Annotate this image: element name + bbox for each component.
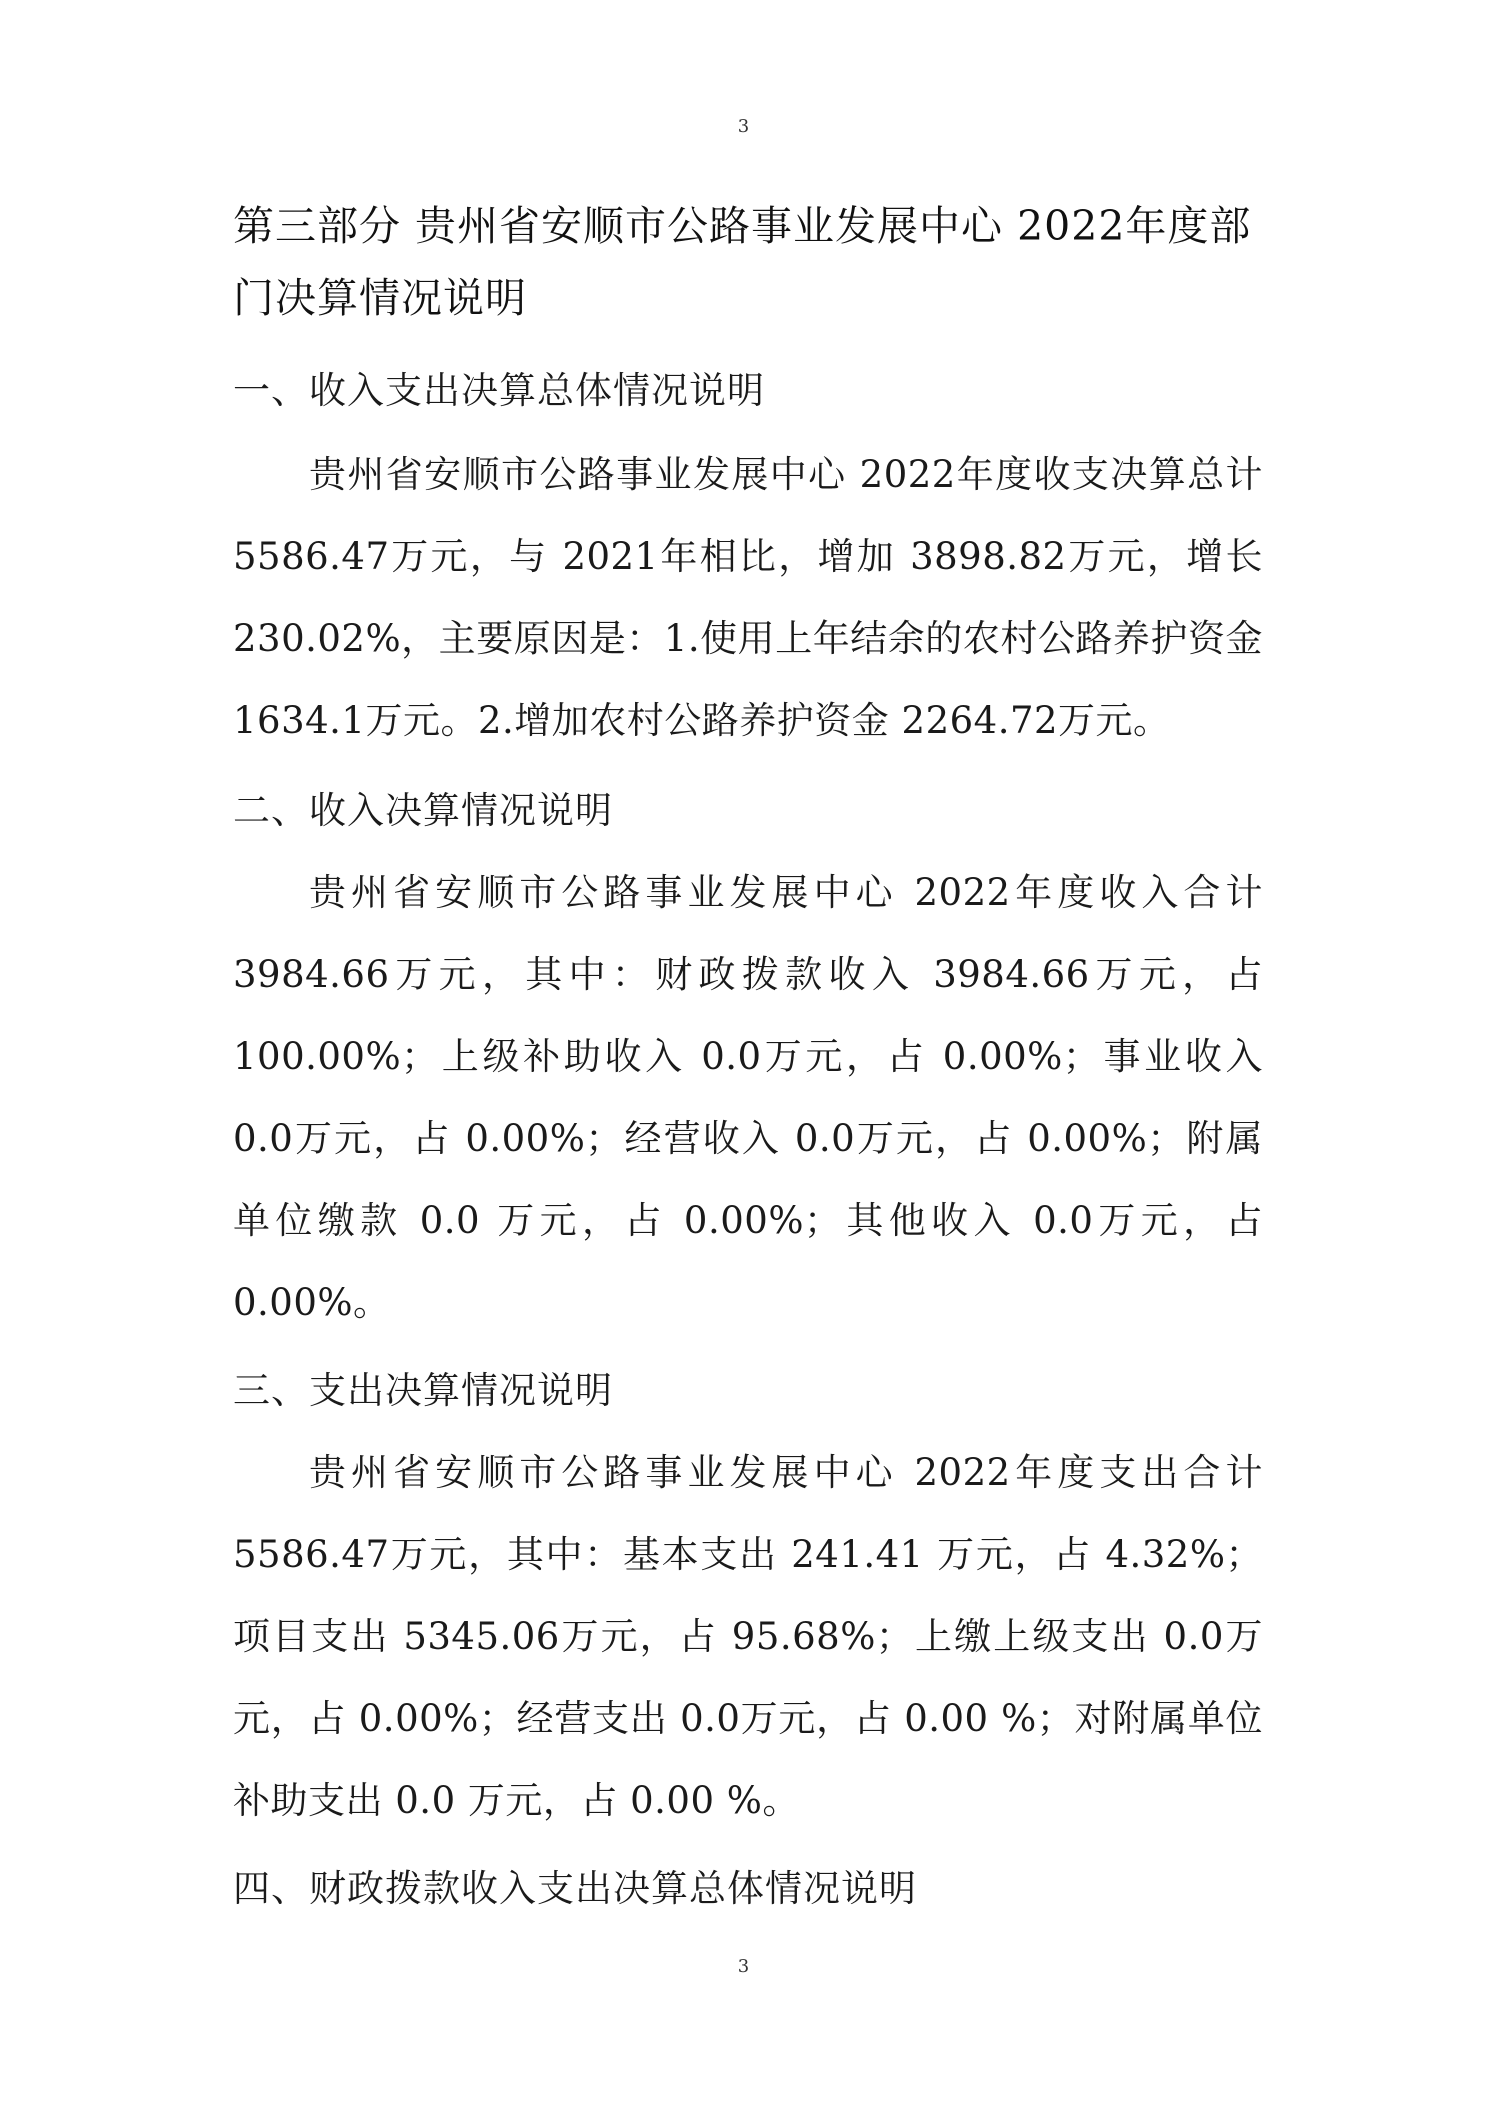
section-heading-income: 二、收入决算情况说明: [233, 789, 613, 832]
page-number-bottom: 3: [737, 1956, 750, 1977]
document-body: [233, 190, 1263, 1930]
section-paragraph-income: 贵州省安顺市公路事业发展中心 2022年度收入合计 3984.66万元，其中：财政拨款收入 3984.66万元，占 100.00%；上级补助收入 0.0万元，占 0.00%；事业收入 0.0万元，占 0.00%；经营收入 0.0万元，占 0.00%；附属单位缴款 0.0 万元，占 0.00%；其他收入 0.0万元，占 0.00%。: [233, 871, 1263, 1324]
document-title: 第三部分 贵州省安顺市公路事业发展中心 2022年度部门决算情况说明: [233, 202, 1252, 322]
section-paragraph-income-expense-overview: 贵州省安顺市公路事业发展中心 2022年度收支决算总计 5586.47万元，与 2021年相比，增加 3898.82万元，增长 230.02%，主要原因是：1.使用上年结余的农村公路养护资金 1634.1万元。2.增加农村公路养护资金 2264.72万元。: [233, 453, 1263, 742]
section-paragraph-expense: 贵州省安顺市公路事业发展中心 2022年度支出合计 5586.47万元，其中：基本支出 241.41 万元，占 4.32%；项目支出 5345.06万元，占 95.68%；上缴上级支出 0.0万元，占 0.00%；经营支出 0.0万元，占 0.00 %；对附属单位补助支出 0.0 万元，占 0.00 %。: [233, 1451, 1263, 1822]
section-heading-fiscal-appropriation: 四、财政拨款收入支出决算总体情况说明: [233, 1867, 917, 1910]
page-number-top: 3: [737, 116, 750, 137]
section-heading-expense: 三、支出决算情况说明: [233, 1369, 613, 1412]
section-heading-income-expense-overview: 一、收入支出决算总体情况说明: [233, 369, 765, 412]
